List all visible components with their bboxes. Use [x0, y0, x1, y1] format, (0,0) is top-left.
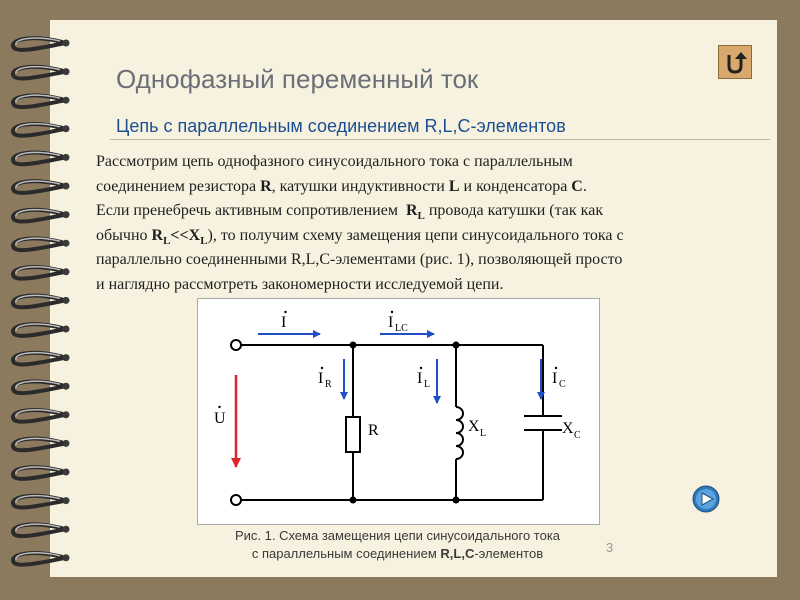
- next-slide-button[interactable]: [692, 485, 720, 513]
- node-top-r: [350, 342, 357, 349]
- binding-hole: [63, 440, 70, 447]
- svg-text:LC: LC: [395, 323, 408, 334]
- node-bottom-r: [350, 497, 357, 504]
- svg-text:I: I: [318, 370, 324, 387]
- play-next-icon: [692, 485, 720, 513]
- node-bottom-l: [453, 497, 460, 504]
- svg-text:I: I: [388, 314, 394, 331]
- body-line-6: и наглядно рассмотреть закономерности исследуемой цепи.: [96, 275, 504, 293]
- svg-text:C: C: [574, 430, 581, 441]
- binding-hole: [63, 97, 70, 104]
- binding-hole: [63, 526, 70, 533]
- binding-hole: [63, 125, 70, 132]
- binding-hole: [63, 154, 70, 161]
- page-number: 3: [606, 540, 614, 555]
- body-line-5: параллельно соединенными R,L,C-элементами (рис. 1), позволяющей просто: [96, 251, 623, 268]
- body-line-2: соединением резистора R, катушки индуктивности L и конденсатора C.: [96, 177, 587, 195]
- label-inductor-reactance: [468, 418, 486, 439]
- caption-line-2: с параллельным соединением R,L,C-элементов: [251, 546, 544, 561]
- terminal-top[interactable]: [231, 340, 241, 350]
- body-line-1: Рассмотрим цепь однофазного синусоидального тока с параллельным: [96, 153, 573, 170]
- binding-hole: [63, 411, 70, 418]
- body-line-3: Если пренебречь активным сопротивлением $R_L$ провода катушки (так как: [96, 202, 604, 223]
- body-line-4: обычно $R_L<<X_L$), то получим схему замещения цепи синусоидального тока с: [96, 226, 624, 247]
- resistor: [346, 417, 360, 452]
- label-current-r: [318, 367, 332, 390]
- binding-hole: [63, 554, 70, 561]
- figure-caption: [200, 527, 595, 563]
- binding-hole: [63, 183, 70, 190]
- svg-text:X: X: [468, 418, 480, 435]
- return-arrow-icon: [719, 46, 751, 78]
- binding-hole: [63, 240, 70, 247]
- svg-text:L: L: [424, 379, 431, 390]
- spiral-binding-icon: [0, 0, 90, 600]
- svg-text:I: I: [281, 314, 287, 331]
- svg-text:X: X: [562, 420, 574, 437]
- label-current-c: [552, 367, 566, 390]
- binding-hole: [63, 268, 70, 275]
- inductor-coil: [456, 407, 463, 459]
- binding-hole: [63, 211, 70, 218]
- binding-hole: [63, 68, 70, 75]
- divider: [110, 139, 770, 140]
- binding-hole: [63, 326, 70, 333]
- svg-text:I: I: [417, 370, 423, 387]
- binding-hole: [63, 469, 70, 476]
- svg-text:C: C: [559, 379, 566, 390]
- circuit-diagram: [197, 298, 600, 525]
- binding-hole: [63, 383, 70, 390]
- binding-hole: [63, 40, 70, 47]
- label-current-main: [281, 311, 287, 331]
- svg-text:I: I: [552, 370, 558, 387]
- binding-hole: [63, 354, 70, 361]
- terminal-bottom[interactable]: [231, 495, 241, 505]
- svg-text:U: U: [214, 410, 226, 427]
- svg-text:L: L: [480, 428, 487, 439]
- page-title: Однофазный переменный ток: [116, 64, 479, 94]
- caption-line-1: Рис. 1. Схема замещения цепи синусоидального тока: [234, 528, 561, 543]
- label-current-l: [417, 367, 430, 390]
- label-current-lc: [388, 311, 408, 334]
- label-capacitor-reactance: [562, 420, 581, 441]
- binding-hole: [63, 497, 70, 504]
- svg-text:R: R: [325, 379, 332, 390]
- node-top-l: [453, 342, 460, 349]
- page-subtitle: Цепь с параллельным соединением R,L,C-элементов: [116, 116, 566, 136]
- return-button[interactable]: [718, 45, 752, 79]
- label-resistor: R: [368, 422, 379, 439]
- body-paragraph: [96, 150, 771, 297]
- label-voltage: [214, 406, 226, 427]
- binding-hole: [63, 297, 70, 304]
